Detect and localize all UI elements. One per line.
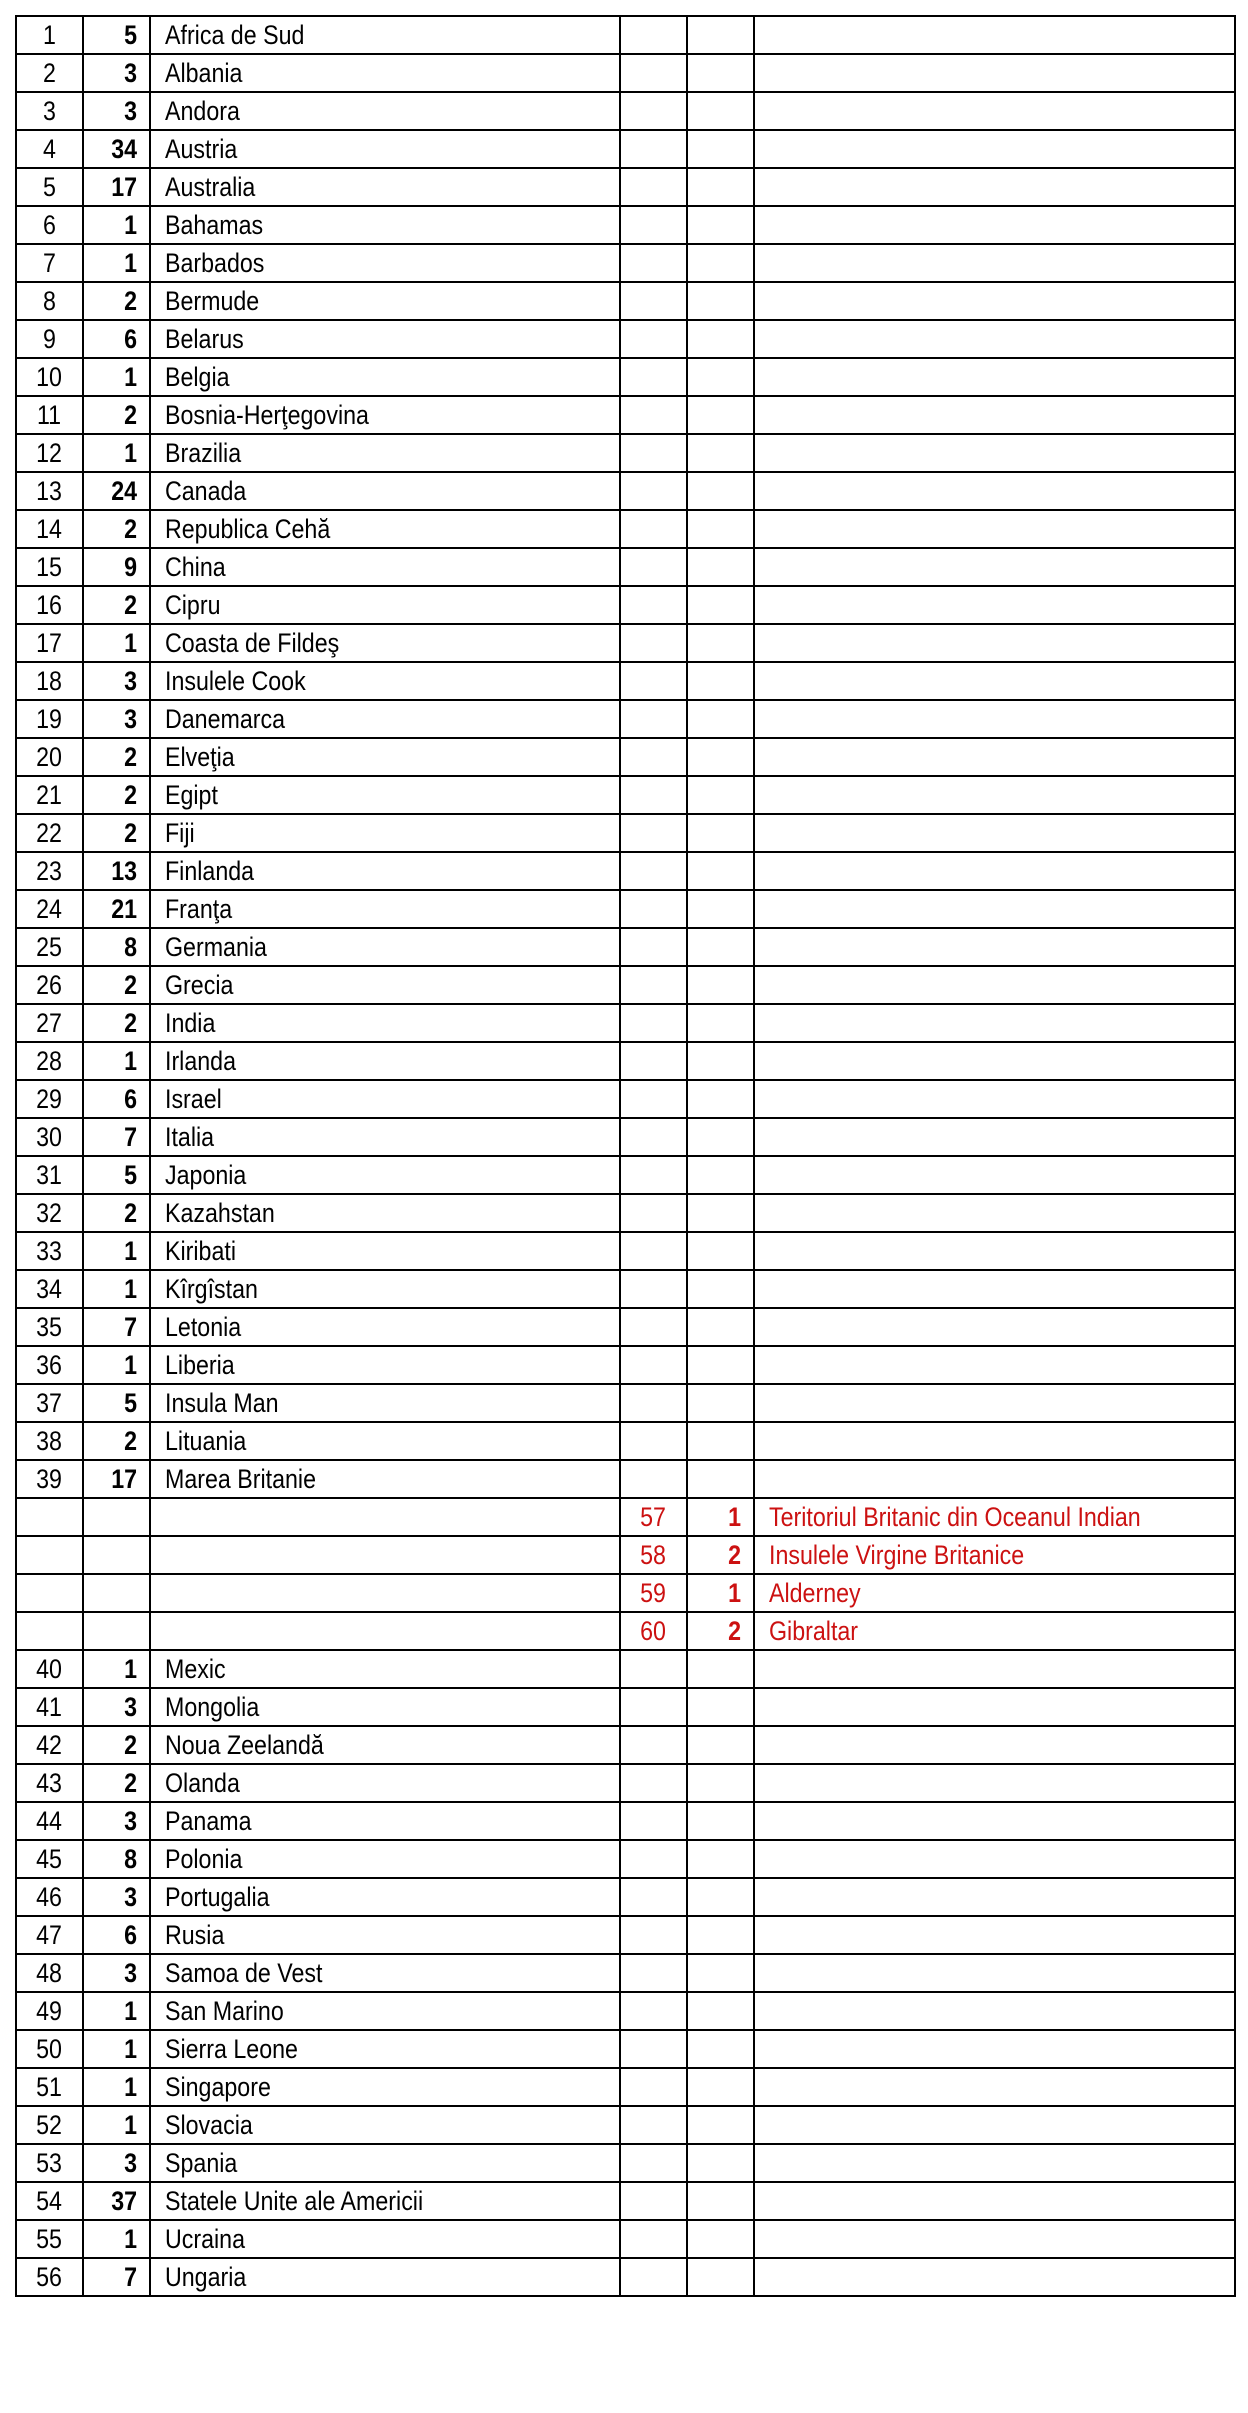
country-name: Austria <box>165 134 238 164</box>
country-name: Sierra Leone <box>165 2034 298 2064</box>
table-row <box>16 1802 1235 1840</box>
row-count: 1 <box>124 1274 137 1304</box>
country-name: Egipt <box>165 780 218 810</box>
row-number: 1 <box>43 20 56 50</box>
table-row <box>16 1232 1235 1270</box>
row-count: 24 <box>111 476 137 506</box>
country-name: Cipru <box>165 590 221 620</box>
table-row <box>16 1422 1235 1460</box>
table-row <box>16 16 1235 54</box>
row-count: 3 <box>124 1958 137 1988</box>
table-row <box>16 1346 1235 1384</box>
sub-row-number: 59 <box>640 1578 667 1608</box>
row-count: 2 <box>124 1768 137 1798</box>
table-row <box>16 662 1235 700</box>
row-number: 3 <box>43 96 56 126</box>
row-count: 3 <box>124 2148 137 2178</box>
country-name: Noua Zeelandă <box>165 1730 324 1760</box>
row-count: 2 <box>124 1730 137 1760</box>
sub-row <box>16 1498 1235 1536</box>
row-count: 13 <box>111 856 137 886</box>
table-row <box>16 2220 1235 2258</box>
row-count: 5 <box>124 1160 137 1190</box>
country-name: Letonia <box>165 1312 242 1342</box>
table-row <box>16 168 1235 206</box>
country-name: Polonia <box>165 1844 243 1874</box>
country-name: Spania <box>165 2148 238 2178</box>
table-row <box>16 852 1235 890</box>
row-count: 9 <box>124 552 137 582</box>
row-number: 43 <box>36 1768 63 1798</box>
country-name: Albania <box>165 58 243 88</box>
row-count: 3 <box>124 704 137 734</box>
table-row <box>16 434 1235 472</box>
table-row <box>16 1460 1235 1498</box>
row-count: 1 <box>124 2110 137 2140</box>
row-count: 7 <box>124 1312 137 1342</box>
row-number: 21 <box>36 780 63 810</box>
row-count: 5 <box>124 20 137 50</box>
table-row <box>16 2068 1235 2106</box>
row-number: 33 <box>36 1236 63 1266</box>
table-row <box>16 206 1235 244</box>
table-row <box>16 130 1235 168</box>
sub-row-name: Teritoriul Britanic din Oceanul Indian <box>769 1502 1141 1532</box>
row-number: 13 <box>36 476 63 506</box>
row-number: 54 <box>36 2186 63 2216</box>
table-row <box>16 700 1235 738</box>
table-row <box>16 358 1235 396</box>
row-count: 1 <box>124 1654 137 1684</box>
table-row <box>16 776 1235 814</box>
country-name: Belarus <box>165 324 244 354</box>
row-count: 1 <box>124 210 137 240</box>
table-row <box>16 928 1235 966</box>
sub-row <box>16 1536 1235 1574</box>
country-name: Italia <box>165 1122 215 1152</box>
row-count: 3 <box>124 58 137 88</box>
row-number: 26 <box>36 970 63 1000</box>
table-row <box>16 1992 1235 2030</box>
row-count: 3 <box>124 1806 137 1836</box>
table-row <box>16 2182 1235 2220</box>
row-number: 31 <box>36 1160 63 1190</box>
row-number: 12 <box>36 438 63 468</box>
row-count: 2 <box>124 818 137 848</box>
row-count: 21 <box>111 894 137 924</box>
country-name: China <box>165 552 226 582</box>
country-name: Israel <box>165 1084 222 1114</box>
country-name: Samoa de Vest <box>165 1958 323 1988</box>
country-name: Japonia <box>165 1160 247 1190</box>
row-number: 2 <box>43 58 56 88</box>
row-count: 1 <box>124 2034 137 2064</box>
table-row <box>16 1004 1235 1042</box>
row-number: 50 <box>36 2034 63 2064</box>
row-count: 2 <box>124 514 137 544</box>
row-count: 5 <box>124 1388 137 1418</box>
table-row <box>16 1270 1235 1308</box>
country-name: Mongolia <box>165 1692 260 1722</box>
row-number: 56 <box>36 2262 63 2292</box>
table-row <box>16 1308 1235 1346</box>
table-row <box>16 890 1235 928</box>
row-count: 2 <box>124 590 137 620</box>
country-name: Singapore <box>165 2072 271 2102</box>
sub-row-number: 57 <box>640 1502 667 1532</box>
row-number: 10 <box>36 362 63 392</box>
table-row <box>16 624 1235 662</box>
row-count: 6 <box>124 1084 137 1114</box>
row-number: 42 <box>36 1730 63 1760</box>
table-row <box>16 396 1235 434</box>
table-row <box>16 2258 1235 2296</box>
row-number: 44 <box>36 1806 63 1836</box>
row-number: 6 <box>43 210 56 240</box>
country-name: Mexic <box>165 1654 226 1684</box>
row-count: 2 <box>124 286 137 316</box>
row-number: 48 <box>36 1958 63 1988</box>
table-row <box>16 1042 1235 1080</box>
country-name: San Marino <box>165 1996 284 2026</box>
row-number: 37 <box>36 1388 63 1418</box>
country-name: Ucraina <box>165 2224 246 2254</box>
row-number: 55 <box>36 2224 63 2254</box>
country-table <box>15 15 1236 2297</box>
row-count: 34 <box>111 134 137 164</box>
country-name: Rusia <box>165 1920 225 1950</box>
country-name: Bermude <box>165 286 260 316</box>
country-name: Portugalia <box>165 1882 270 1912</box>
country-name: Bosnia-Herţegovina <box>165 400 369 430</box>
table-row <box>16 1840 1235 1878</box>
row-number: 38 <box>36 1426 63 1456</box>
country-name: Bahamas <box>165 210 264 240</box>
row-number: 4 <box>43 134 56 164</box>
row-count: 6 <box>124 324 137 354</box>
country-name: Australia <box>165 172 256 202</box>
row-number: 40 <box>36 1654 63 1684</box>
row-number: 25 <box>36 932 63 962</box>
row-count: 2 <box>124 1426 137 1456</box>
row-count: 2 <box>124 1008 137 1038</box>
country-name: Kîrgîstan <box>165 1274 258 1304</box>
row-number: 30 <box>36 1122 63 1152</box>
row-number: 22 <box>36 818 63 848</box>
row-number: 51 <box>36 2072 63 2102</box>
row-number: 52 <box>36 2110 63 2140</box>
sub-row <box>16 1574 1235 1612</box>
row-count: 2 <box>124 400 137 430</box>
table-row <box>16 1118 1235 1156</box>
row-count: 1 <box>124 1350 137 1380</box>
row-number: 23 <box>36 856 63 886</box>
table-row <box>16 814 1235 852</box>
table-row <box>16 2144 1235 2182</box>
country-name: Slovacia <box>165 2110 253 2140</box>
table-row <box>16 1764 1235 1802</box>
sub-row-count: 2 <box>728 1540 741 1570</box>
table-row <box>16 966 1235 1004</box>
row-number: 19 <box>36 704 63 734</box>
row-number: 9 <box>43 324 56 354</box>
row-count: 3 <box>124 96 137 126</box>
country-name: Barbados <box>165 248 265 278</box>
country-name: Belgia <box>165 362 230 392</box>
row-count: 3 <box>124 666 137 696</box>
table-row <box>16 1156 1235 1194</box>
row-number: 8 <box>43 286 56 316</box>
row-count: 7 <box>124 1122 137 1152</box>
row-number: 16 <box>36 590 63 620</box>
row-number: 14 <box>36 514 63 544</box>
country-name: Franţa <box>165 894 233 924</box>
row-count: 2 <box>124 742 137 772</box>
country-name: Andora <box>165 96 240 126</box>
row-number: 7 <box>43 248 56 278</box>
row-count: 3 <box>124 1882 137 1912</box>
row-number: 34 <box>36 1274 63 1304</box>
table-row <box>16 548 1235 586</box>
table-row <box>16 1726 1235 1764</box>
country-name: Danemarca <box>165 704 286 734</box>
sub-row-count: 1 <box>728 1502 741 1532</box>
country-name: Lituania <box>165 1426 247 1456</box>
row-number: 36 <box>36 1350 63 1380</box>
row-number: 15 <box>36 552 63 582</box>
table-row <box>16 1688 1235 1726</box>
table-row <box>16 2106 1235 2144</box>
country-name: Germania <box>165 932 267 962</box>
table-row <box>16 1650 1235 1688</box>
row-number: 32 <box>36 1198 63 1228</box>
table-row <box>16 1384 1235 1422</box>
row-number: 20 <box>36 742 63 772</box>
row-count: 2 <box>124 970 137 1000</box>
row-count: 1 <box>124 2224 137 2254</box>
country-name: Kazahstan <box>165 1198 275 1228</box>
table-row <box>16 54 1235 92</box>
country-name: Insulele Cook <box>165 666 306 696</box>
sub-row-name: Insulele Virgine Britanice <box>769 1540 1025 1570</box>
row-count: 8 <box>124 1844 137 1874</box>
row-count: 3 <box>124 1692 137 1722</box>
country-name: Coasta de Fildeş <box>165 628 340 658</box>
row-number: 27 <box>36 1008 63 1038</box>
table-row <box>16 2030 1235 2068</box>
country-name: Brazilia <box>165 438 242 468</box>
table-row <box>16 1080 1235 1118</box>
country-name: Republica Cehă <box>165 514 331 544</box>
sub-row-count: 2 <box>728 1616 741 1646</box>
country-name: Africa de Sud <box>165 20 305 50</box>
country-name: Statele Unite ale Americii <box>165 2186 424 2216</box>
table-row <box>16 1194 1235 1232</box>
table-row <box>16 1954 1235 1992</box>
row-count: 17 <box>111 172 137 202</box>
row-number: 45 <box>36 1844 63 1874</box>
sub-row-count: 1 <box>728 1578 741 1608</box>
table-row <box>16 738 1235 776</box>
sub-row-number: 58 <box>640 1540 667 1570</box>
country-name: Panama <box>165 1806 252 1836</box>
row-count: 8 <box>124 932 137 962</box>
row-count: 6 <box>124 1920 137 1950</box>
country-table-body <box>16 16 1235 2296</box>
row-count: 1 <box>124 1236 137 1266</box>
row-count: 1 <box>124 1046 137 1076</box>
row-number: 18 <box>36 666 63 696</box>
row-count: 1 <box>124 248 137 278</box>
row-number: 29 <box>36 1084 63 1114</box>
row-count: 1 <box>124 628 137 658</box>
row-number: 47 <box>36 1920 63 1950</box>
country-name: Marea Britanie <box>165 1464 317 1494</box>
row-count: 17 <box>111 1464 137 1494</box>
table-row <box>16 320 1235 358</box>
table-row <box>16 510 1235 548</box>
row-count: 2 <box>124 1198 137 1228</box>
country-name: Liberia <box>165 1350 235 1380</box>
row-number: 17 <box>36 628 63 658</box>
row-number: 11 <box>37 400 62 430</box>
table-row <box>16 586 1235 624</box>
country-name: Olanda <box>165 1768 240 1798</box>
table-row <box>16 1916 1235 1954</box>
row-count: 1 <box>124 1996 137 2026</box>
row-number: 28 <box>36 1046 63 1076</box>
row-count: 1 <box>124 2072 137 2102</box>
table-row <box>16 282 1235 320</box>
row-number: 53 <box>36 2148 63 2178</box>
table-row <box>16 472 1235 510</box>
country-name: Canada <box>165 476 247 506</box>
country-name: Fiji <box>165 818 195 848</box>
table-row <box>16 1878 1235 1916</box>
country-name: Grecia <box>165 970 234 1000</box>
row-number: 46 <box>36 1882 63 1912</box>
sub-row-number: 60 <box>640 1616 667 1646</box>
row-count: 1 <box>124 438 137 468</box>
country-name: India <box>165 1008 216 1038</box>
row-number: 39 <box>36 1464 63 1494</box>
country-name: Ungaria <box>165 2262 247 2292</box>
table-row <box>16 92 1235 130</box>
row-number: 24 <box>36 894 63 924</box>
country-name: Kiribati <box>165 1236 236 1266</box>
row-count: 37 <box>111 2186 137 2216</box>
table-row <box>16 244 1235 282</box>
row-number: 41 <box>36 1692 63 1722</box>
country-name: Insula Man <box>165 1388 279 1418</box>
row-count: 2 <box>124 780 137 810</box>
sub-row <box>16 1612 1235 1650</box>
row-count: 7 <box>124 2262 137 2292</box>
country-name: Irlanda <box>165 1046 237 1076</box>
country-name: Elveţia <box>165 742 235 772</box>
row-count: 1 <box>124 362 137 392</box>
sub-row-name: Alderney <box>769 1578 861 1608</box>
sub-row-name: Gibraltar <box>769 1616 859 1646</box>
country-name: Finlanda <box>165 856 255 886</box>
row-number: 49 <box>36 1996 63 2026</box>
row-number: 5 <box>43 172 56 202</box>
row-number: 35 <box>36 1312 63 1342</box>
